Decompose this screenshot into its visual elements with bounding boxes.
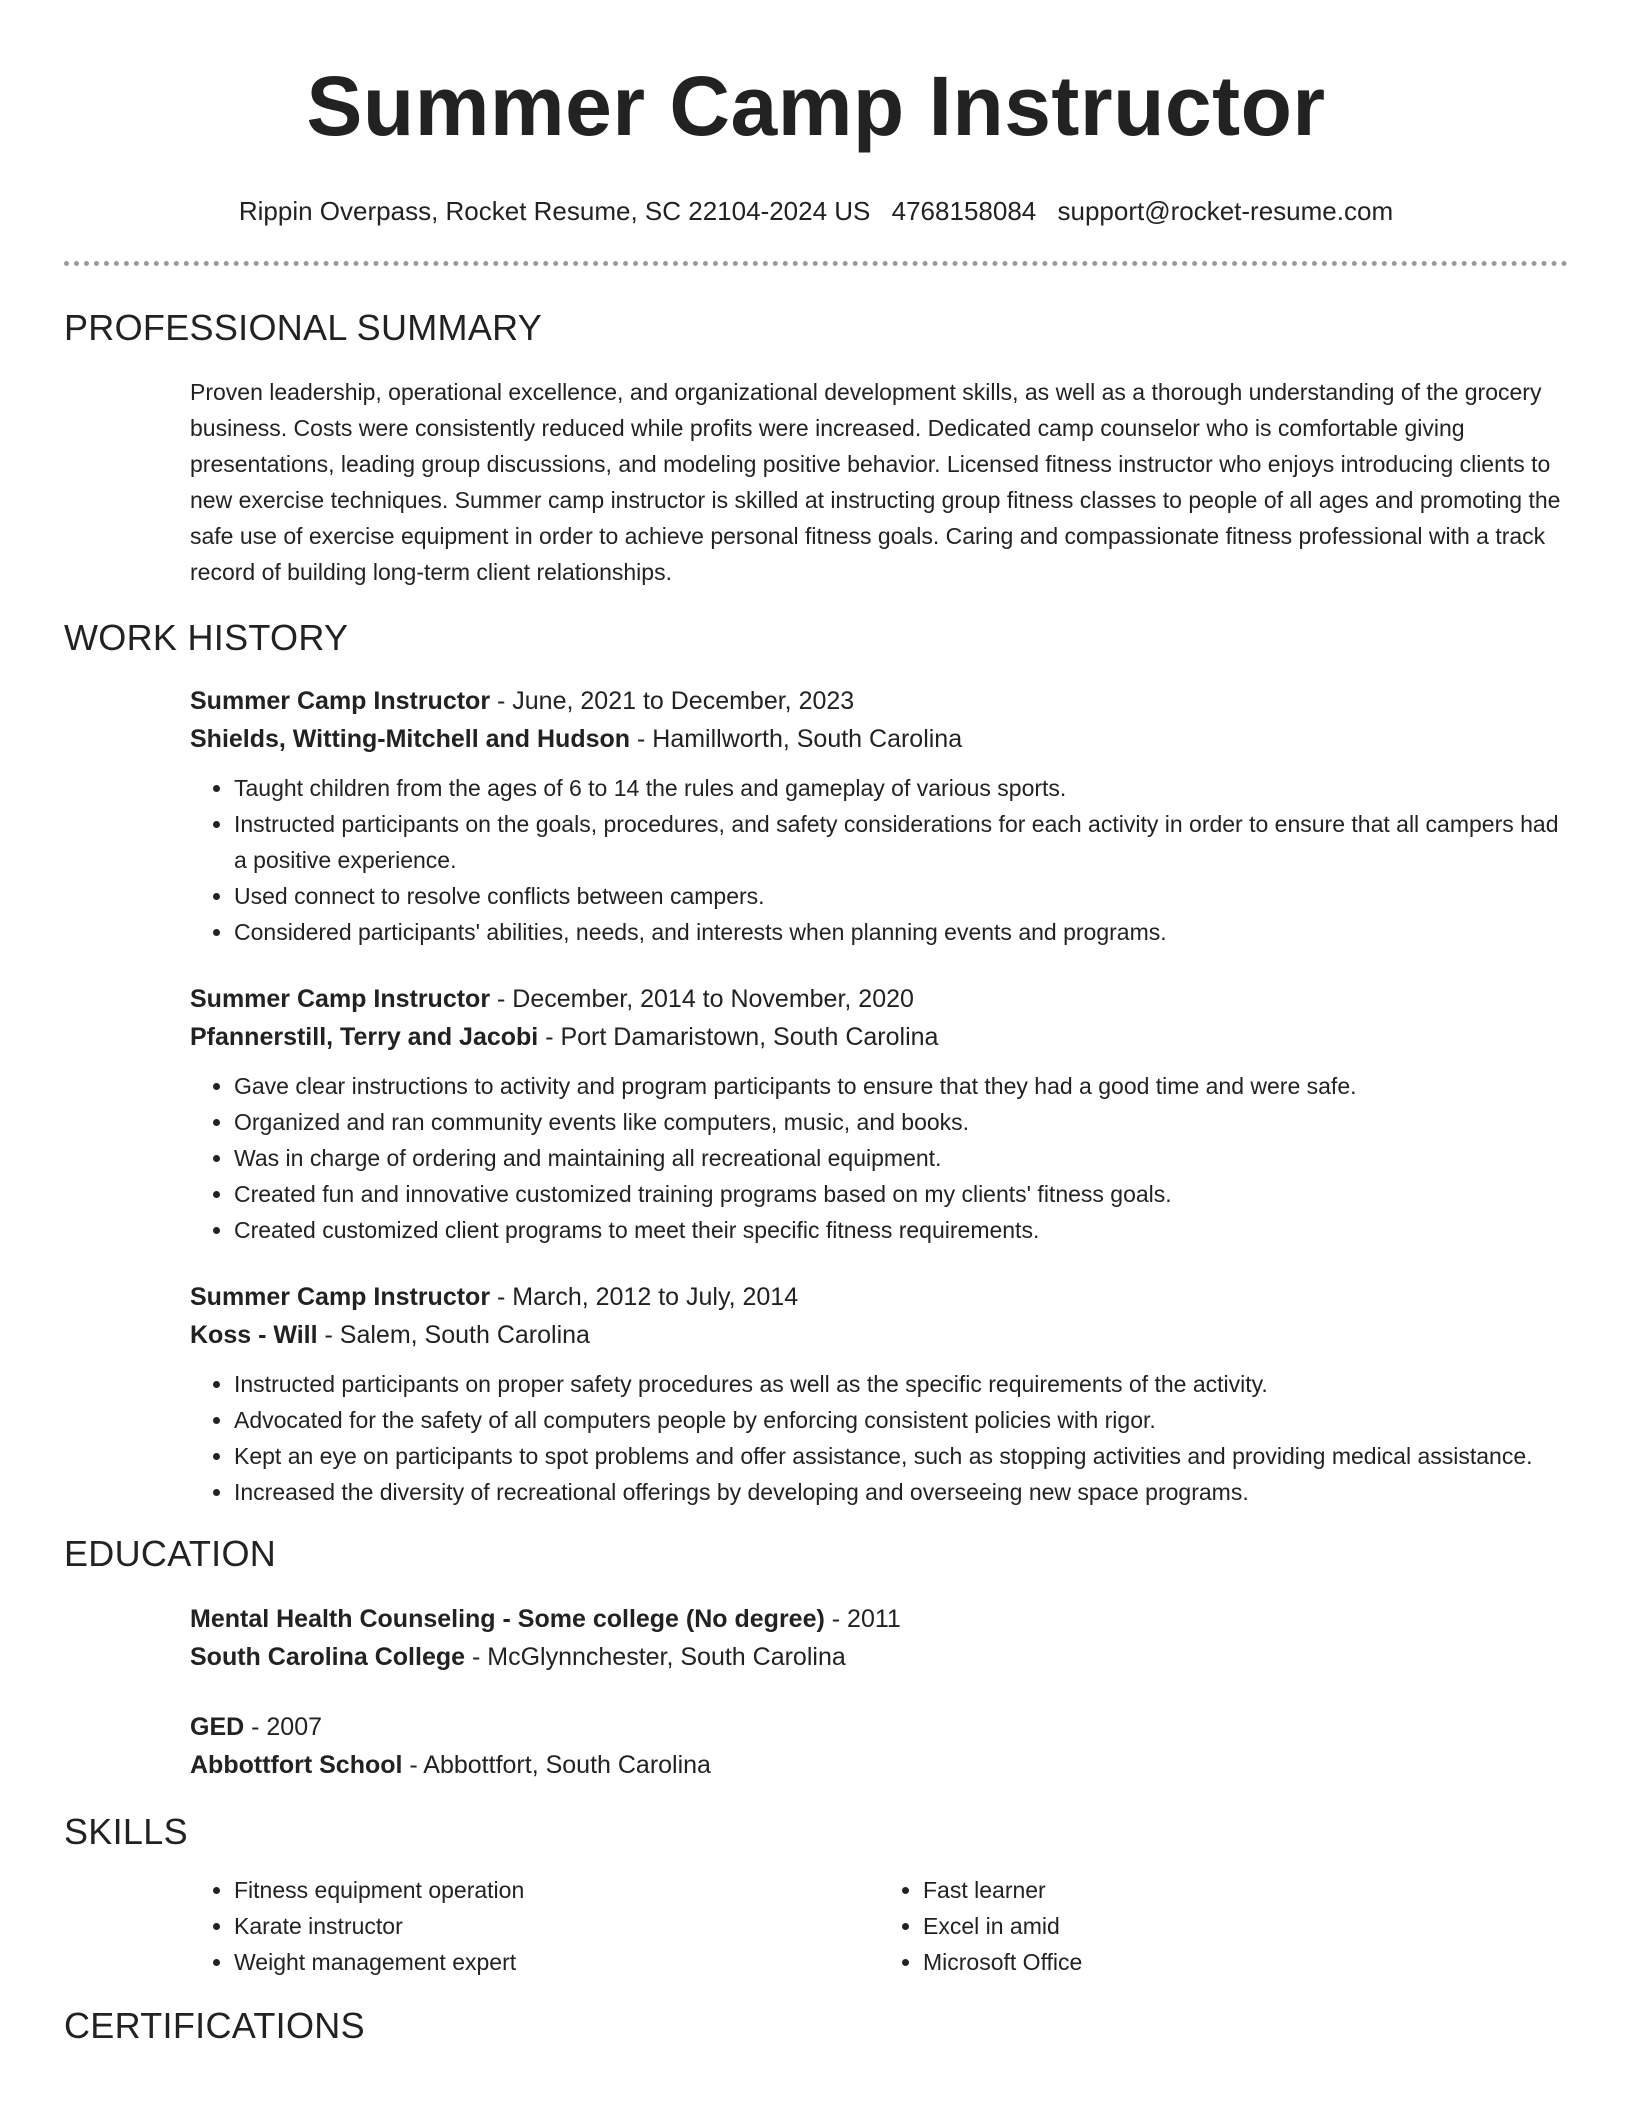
job-entry — [190, 682, 1568, 950]
education-degree-line — [190, 1708, 1568, 1746]
education-year: - 2011 — [824, 1605, 901, 1633]
education-school: Abbottfort School — [190, 1751, 403, 1779]
job-company: Koss - Will — [190, 1321, 318, 1349]
skill-item: • Fast learner — [923, 1872, 1568, 1908]
job-bullet: • Considered participants' abilities, needs, and interests when planning events and programs. — [234, 914, 1568, 950]
job-bullet: • Taught children from the ages of 6 to 14 the rules and gameplay of various sports. — [234, 770, 1568, 806]
skills-columns — [190, 1872, 1568, 1980]
skill-item: • Weight management expert — [234, 1944, 879, 1980]
education-degree: GED — [190, 1713, 245, 1741]
summary-heading: PROFESSIONAL SUMMARY — [64, 307, 543, 348]
contact-address: Rippin Overpass, Rocket Resume, SC 22104-2024 US — [238, 196, 871, 226]
skills-heading: SKILLS — [64, 1811, 188, 1852]
summary-text: Proven leadership, operational excellence, and organizational development skills, as well as a thorough understanding of the grocery business. Costs were consistently reduced while profits were increased. Dedicated camp counselor who is comfortable giving presentations, leading group discussions, and modeling positive behavior. Licensed fitness instructor who enjoys introducing clients to new exercise techniques. Summer camp instructor is skilled at instructing group fitness classes to people of all ages and promoting the safe use of exercise equipment in order to achieve personal fitness goals. Caring and compassionate fitness professional with a track record of building long-term client relationships. — [190, 379, 1561, 585]
education-section — [64, 1532, 1568, 1784]
job-company-line — [190, 1316, 1568, 1354]
job-title-line — [190, 682, 1568, 720]
job-location: - Hamillworth, South Carolina — [630, 725, 963, 753]
job-bullet: • Gave clear instructions to activity and program participants to ensure that they had a good time and were safe. — [234, 1068, 1568, 1104]
contact-line — [0, 194, 1632, 228]
work-history-heading: WORK HISTORY — [64, 617, 349, 658]
education-school-line — [190, 1638, 1568, 1676]
certifications-heading: CERTIFICATIONS — [64, 2005, 365, 2046]
job-company-line — [190, 1018, 1568, 1056]
job-company: Shields, Witting-Mitchell and Hudson — [190, 725, 631, 753]
skill-item: • Excel in amid — [923, 1908, 1568, 1944]
job-bullet: • Organized and ran community events like computers, music, and books. — [234, 1104, 1568, 1140]
job-entry — [190, 980, 1568, 1248]
job-bullets — [190, 1366, 1568, 1510]
education-location: - Abbottfort, South Carolina — [402, 1751, 711, 1779]
education-entry — [190, 1708, 1568, 1784]
skills-left-column — [190, 1872, 879, 1980]
skills-section — [64, 1810, 1568, 1980]
education-heading: EDUCATION — [64, 1533, 277, 1574]
education-degree-line — [190, 1600, 1568, 1638]
education-location: - McGlynnchester, South Carolina — [465, 1643, 846, 1671]
work-history-section — [64, 616, 1568, 1510]
job-bullets — [190, 1068, 1568, 1248]
job-bullet: • Used connect to resolve conflicts between campers. — [234, 878, 1568, 914]
job-title: Summer Camp Instructor — [190, 1283, 491, 1311]
skill-item: • Microsoft Office — [923, 1944, 1568, 1980]
education-degree: Mental Health Counseling - Some college (No degree) — [190, 1605, 825, 1633]
job-entry — [190, 1278, 1568, 1510]
job-bullet: • Instructed participants on proper safety procedures as well as the specific requirements of the activity. — [234, 1366, 1568, 1402]
education-entry — [190, 1600, 1568, 1676]
job-company: Pfannerstill, Terry and Jacobi — [190, 1023, 539, 1051]
contact-email: support@rocket-resume.com — [1057, 196, 1394, 226]
job-title-line — [190, 1278, 1568, 1316]
job-bullets — [190, 770, 1568, 950]
resume-title: Summer Camp Instructor — [306, 59, 1326, 153]
resume-header — [0, 0, 1632, 228]
education-school-line — [190, 1746, 1568, 1784]
job-dates: - December, 2014 to November, 2020 — [490, 985, 914, 1013]
job-bullet: • Advocated for the safety of all computers people by enforcing consistent policies with rigor. — [234, 1402, 1568, 1438]
skill-item: • Fitness equipment operation — [234, 1872, 879, 1908]
summary-section — [64, 306, 1568, 590]
job-title: Summer Camp Instructor — [190, 687, 491, 715]
job-bullet: • Was in charge of ordering and maintaining all recreational equipment. — [234, 1140, 1568, 1176]
skill-item: • Karate instructor — [234, 1908, 879, 1944]
job-bullet: • Created fun and innovative customized training programs based on my clients' fitness goals. — [234, 1176, 1568, 1212]
job-bullet: • Instructed participants on the goals, procedures, and safety considerations for each activity in order to ensure that all campers had a positive experience. — [234, 806, 1568, 878]
certifications-section — [64, 2004, 1568, 2048]
job-location: - Port Damaristown, South Carolina — [538, 1023, 939, 1051]
contact-phone: 4768158084 — [891, 196, 1037, 226]
job-bullet: • Kept an eye on participants to spot problems and offer assistance, such as stopping activities and providing medical assistance. — [234, 1438, 1568, 1474]
job-bullet: • Created customized client programs to meet their specific fitness requirements. — [234, 1212, 1568, 1248]
skills-right-column — [879, 1872, 1568, 1980]
job-title-line — [190, 980, 1568, 1018]
job-company-line — [190, 720, 1568, 758]
job-location: - Salem, South Carolina — [317, 1321, 590, 1349]
job-dates: - March, 2012 to July, 2014 — [490, 1283, 799, 1311]
education-year: - 2007 — [244, 1713, 323, 1741]
job-bullet: • Increased the diversity of recreational offerings by developing and overseeing new space programs. — [234, 1474, 1568, 1510]
header-divider — [64, 261, 1568, 266]
job-title: Summer Camp Instructor — [190, 985, 491, 1013]
job-dates: - June, 2021 to December, 2023 — [490, 687, 855, 715]
education-school: South Carolina College — [190, 1643, 466, 1671]
